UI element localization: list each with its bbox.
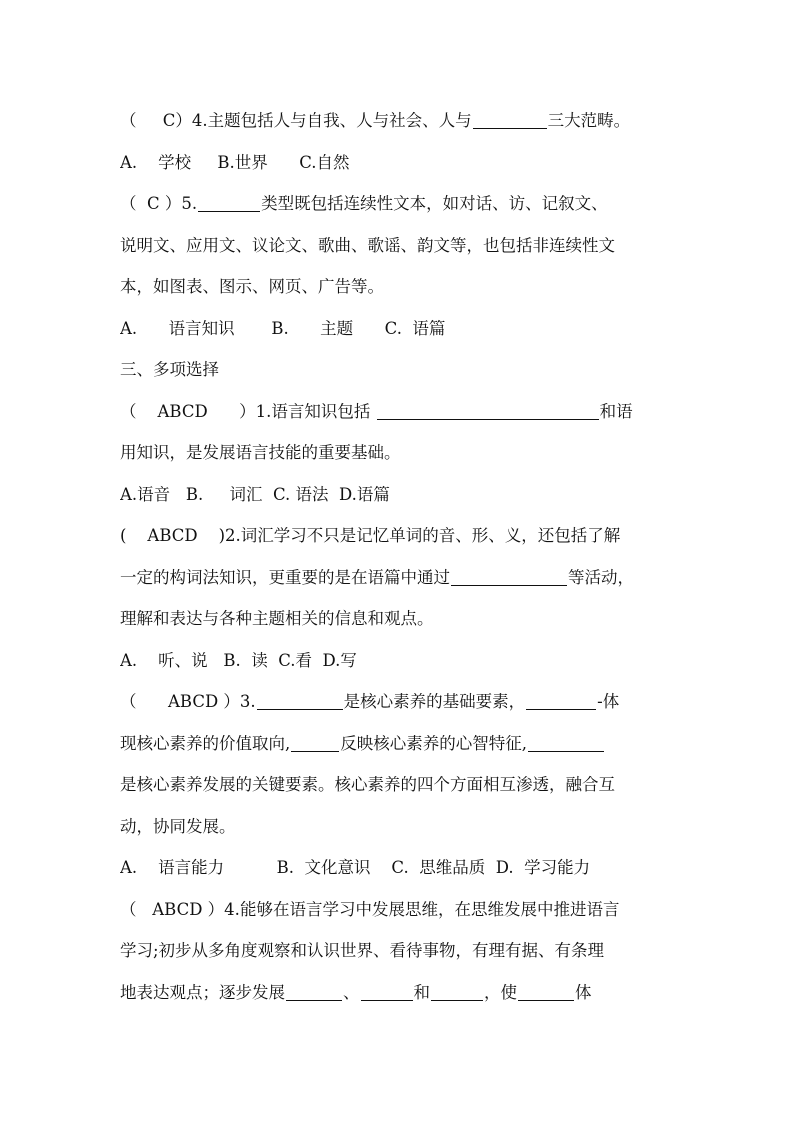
options-text: A.语音 B. 词汇 C. 语法 D.语篇	[120, 484, 390, 504]
question-text: 理解和表达与各种主题相关的信息和观点。	[120, 609, 434, 628]
multi-question-4-line-3	[120, 972, 686, 1014]
answer-paren: （ C）4.	[120, 111, 208, 130]
fill-blank	[526, 691, 596, 710]
question-text: 词汇学习不只是记忆单词的音、形、义，还包括了解	[240, 526, 621, 545]
question-text: 用知识，是发展语言技能的重要基础。	[120, 443, 401, 462]
question-text: 等活动，	[568, 567, 634, 587]
multi-question-3-line-4	[120, 806, 686, 848]
fill-blank	[377, 401, 599, 420]
multi-question-2-line-3	[120, 598, 686, 640]
question-text: 、	[343, 982, 360, 1002]
answer-paren: （ ABCD ）4.	[120, 899, 240, 919]
options-text: A. 听、说 B. 读 C.看 D.写	[120, 650, 357, 670]
question-text: 动，协同发展。	[120, 816, 236, 836]
fill-blank	[257, 691, 343, 710]
question-5-options	[120, 308, 686, 350]
multi-question-4-line-2	[120, 930, 686, 972]
question-text: 和语	[599, 401, 633, 421]
answer-paren: ( ABCD )2.	[120, 526, 241, 545]
question-5-line-1	[120, 183, 686, 225]
question-text: 体	[575, 982, 592, 1002]
question-text: 现核心素养的价值取向,	[120, 733, 291, 753]
question-text: 语言知识包括	[271, 401, 376, 421]
question-4-options	[120, 142, 686, 184]
answer-paren: （ ABCD ）1.	[120, 401, 272, 421]
question-text: 主题包括人与自我、人与社会、人与	[207, 111, 472, 130]
options-text: A. 学校 B.世界 C.自然	[120, 152, 350, 172]
multi-question-3-line-3	[120, 764, 686, 806]
fill-blank	[518, 982, 574, 1001]
multi-question-4-line-1	[120, 889, 686, 931]
question-text: 学习;初步从多角度观察和认识世界、看待事物，有理有据、有条理	[120, 941, 605, 960]
question-text: 能够在语言学习中发展思维，在思维发展中推进语言	[239, 899, 620, 919]
fill-blank	[451, 567, 567, 586]
question-text: 是核心素养的基础要素，	[343, 692, 526, 711]
multi-question-1-options	[120, 474, 686, 516]
fill-blank	[431, 982, 483, 1001]
fill-blank	[528, 733, 604, 752]
multi-question-2-options	[120, 640, 686, 682]
question-text: 地表达观点；逐步发展	[120, 982, 285, 1002]
section-heading	[120, 349, 686, 391]
fill-blank	[291, 733, 339, 752]
options-text: A. 语言能力 B. 文化意识 C. 思维品质 D. 学习能力	[120, 858, 591, 877]
question-text: 一定的构词法知识，更重要的是在语篇中通过	[120, 567, 450, 587]
fill-blank	[361, 982, 413, 1001]
question-4-line-1	[120, 100, 686, 142]
answer-paren: （ C ）5.	[120, 194, 198, 213]
question-text: 三大范畴。	[547, 111, 631, 130]
question-text: 是核心素养发展的关键要素。核心素养的四个方面相互渗透，融合互	[120, 775, 615, 794]
question-text: 和	[413, 982, 430, 1002]
multi-question-1-line-2	[120, 432, 686, 474]
multi-question-2-line-2	[120, 557, 686, 599]
question-text: 本，如图表、图示、网页、广告等。	[120, 277, 384, 296]
fill-blank	[198, 193, 260, 212]
question-5-line-3	[120, 266, 686, 308]
question-text: 说明文、应用文、议论文、歌曲、歌谣、韵文等，也包括非连续性文	[120, 235, 615, 255]
question-5-line-2	[120, 225, 686, 267]
options-text: A. 语言知识 B. 主题 C. 语篇	[120, 318, 446, 338]
question-text: 类型既包括连续性文本，如对话、访、记叙文、	[261, 194, 608, 213]
fill-blank	[286, 982, 342, 1001]
fill-blank	[473, 110, 547, 129]
multi-question-3-options	[120, 847, 686, 889]
section-title: 三、多项选择	[120, 360, 219, 379]
question-text: ，使	[484, 982, 517, 1002]
multi-question-3-line-1	[120, 681, 686, 723]
multi-question-1-line-1	[120, 391, 686, 433]
question-text: 反映核心素养的心智特征,	[340, 733, 527, 753]
answer-paren: （ ABCD ）3.	[120, 692, 256, 711]
question-text: -体	[597, 692, 620, 711]
multi-question-3-line-2	[120, 723, 686, 765]
document-page	[120, 100, 686, 1013]
multi-question-2-line-1	[120, 515, 686, 557]
